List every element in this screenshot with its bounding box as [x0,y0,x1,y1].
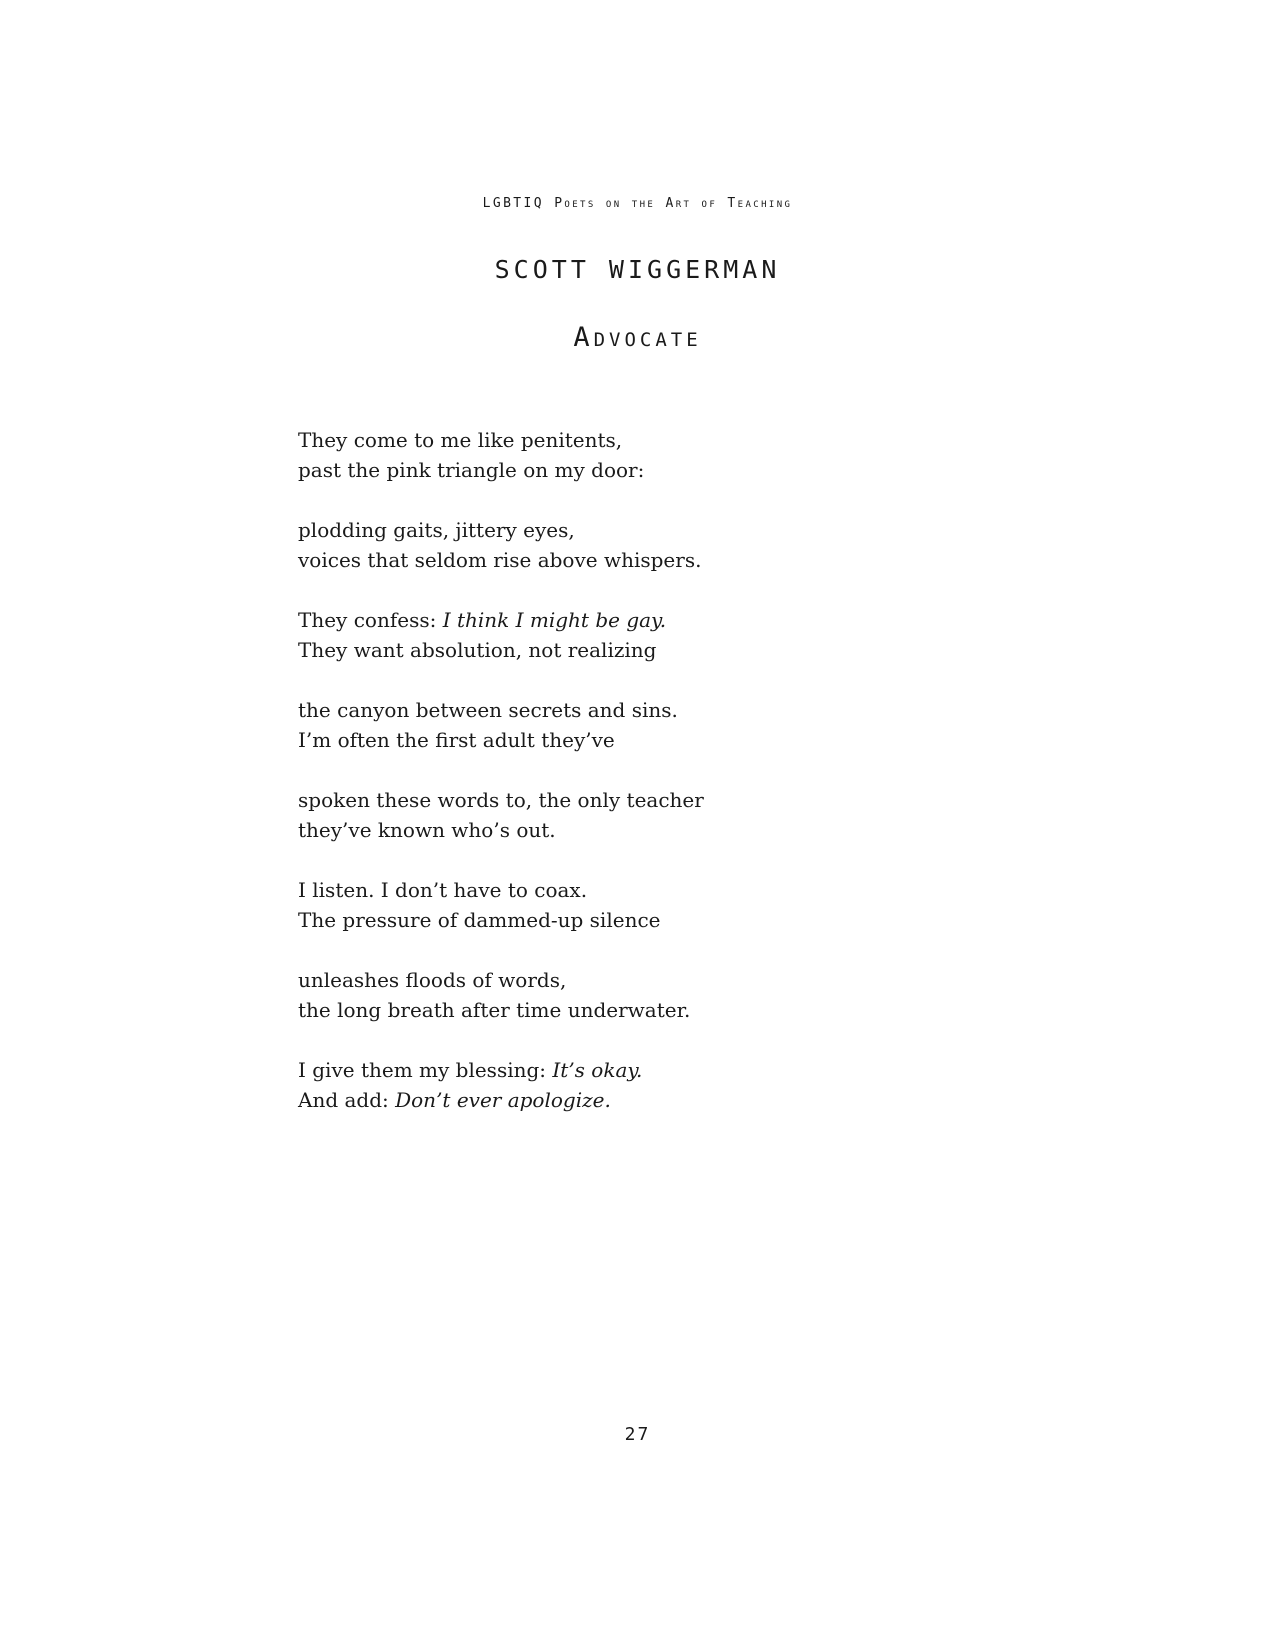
stanza [298,965,998,1025]
poem-line: plodding gaits, jittery eyes, [298,518,575,542]
page-number: 27 [624,1424,651,1445]
poem-line: I listen. I don’t have to coax. [298,878,588,902]
poem-line: They confess: I think I might be gay. [298,608,667,632]
stanza [298,695,998,755]
poem-line: they’ve known who’s out. [298,818,556,842]
stanza [298,1055,998,1115]
stanza [298,515,998,575]
poem-line: I give them my blessing: It’s okay. [298,1058,643,1082]
italic-quote: Don’t ever apologize. [395,1088,611,1112]
stanza [298,605,998,665]
running-head: LGBTIQ Poets on the Art of Teaching [482,196,793,211]
poem-body [298,425,998,1145]
stanza [298,425,998,485]
poem-line: They come to me like penitents, [298,428,623,452]
poem-line: the long breath after time underwater. [298,998,691,1022]
poem-line: And add: Don’t ever apologize. [298,1088,611,1112]
poem-author: SCOTT WIGGERMAN [494,255,781,284]
poem-line: past the pink triangle on my door: [298,458,645,482]
poem-line: the canyon between secrets and sins. [298,698,678,722]
poem-line: voices that seldom rise above whispers. [298,548,702,572]
poem-line: spoken these words to, the only teacher [298,788,704,812]
poem-line: They want absolution, not realizing [298,638,657,662]
stanza [298,875,998,935]
poem-line: unleashes floods of words, [298,968,567,992]
stanza [298,785,998,845]
poem-line: I’m often the first adult they’ve [298,728,615,752]
poem-line: The pressure of dammed-up silence [298,908,661,932]
poem-title: Advocate [573,322,702,353]
italic-quote: I think I might be gay. [442,608,667,632]
italic-quote: It’s okay. [552,1058,643,1082]
